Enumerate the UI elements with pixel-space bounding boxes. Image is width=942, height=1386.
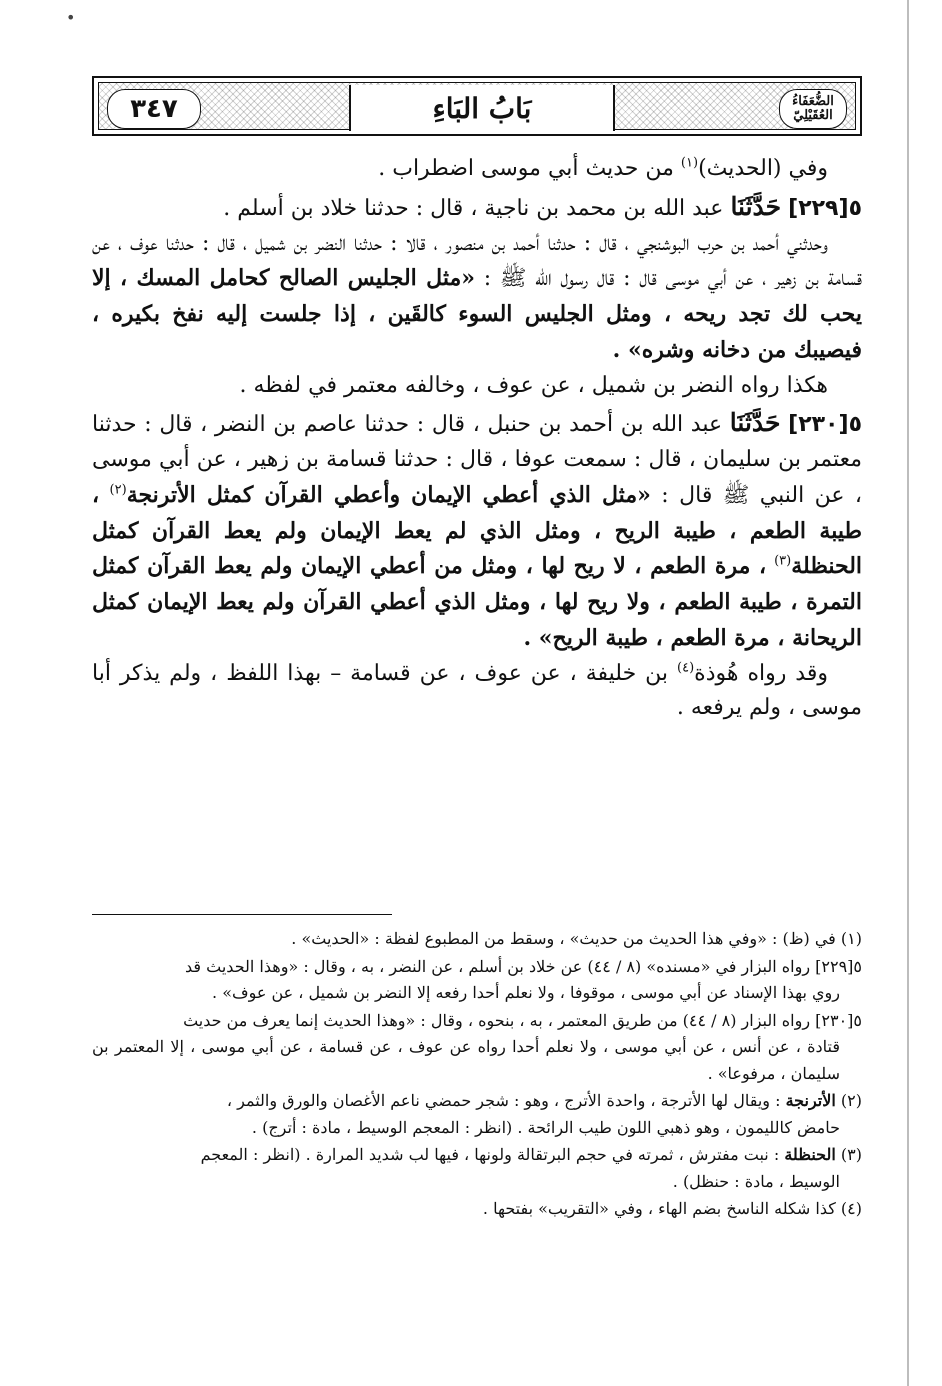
footnote-3-head: : نبت مفترش ، ثمرته في حجم البرتقالة ولونها ، فيها لب شديد المرارة . (انظر : المعجم	[200, 1145, 780, 1165]
p230-text: عبد الله بن أحمد بن حنبل ، قال : حدثنا عاصم بن النضر ، قال : حدثنا معتمر بن سليمان ، قال : سمعت عوفا ، قال : حدثنا قسامة بن زهير ، عن أبي موسى ، عن النبي ﷺ قال :	[92, 412, 863, 508]
page-edge-line	[907, 0, 909, 1386]
footnote-229-head: ٥[٢٢٩] رواه البزار في «مسنده» (٨ / ٤٤) عن خلاد بن أسلم ، عن النضر ، به ، وقال : «وهذا الحديث قد	[185, 956, 862, 976]
separator-line	[92, 914, 392, 915]
footnote-2-head: : ويقال لها الأترجة ، واحدة الأترج ، وهو : شجر حمضي ناعم الأغصان والورق والثمر ،	[226, 1091, 781, 1111]
footnote-3-word: الحنظلة	[784, 1145, 836, 1165]
p6-text-b: بن خليفة ، عن عوف ، عن قسامة – بهذا اللفظ ، ولم يذكر أبا موسى ، ولم يرفعه .	[92, 660, 862, 721]
p4-text: هكذا رواه النضر بن شميل ، عن عوف ، وخالفه معتمر في لفظه .	[239, 372, 828, 398]
paragraph-6	[92, 657, 862, 727]
haddathana-229: حَدَّثَنَا	[730, 191, 782, 221]
footnote-ref-2: (٢)	[109, 482, 127, 498]
p229-text: عبد الله بن محمد بن ناجية ، قال : حدثنا خلاد بن أسلم .	[223, 195, 724, 221]
footnotes	[92, 926, 862, 1224]
footnote-ref-1: (١)	[680, 155, 699, 171]
paragraph-1	[92, 152, 862, 187]
p1-text: وفي (الحديث)	[698, 156, 828, 181]
footnote-3-num: (٣)	[840, 1145, 862, 1165]
p230-hadith-a: «مثل الذي أعطي الإيمان وأعطي القرآن كمثل الأترنجة	[126, 481, 651, 508]
hadith-number-229: ٥[٢٢٩]	[788, 195, 862, 221]
ornamental-band	[98, 82, 856, 130]
footnote-230-cont: قتادة ، عن أنس ، عن أبي موسى ، ولا نعلم أحدا رواه عن عوف ، عن قسامة ، عن أبي موسى ، إلا المعتمر بن سليمان ، مرفوعا» .	[92, 1037, 841, 1083]
page-number: ٣٤٧	[130, 94, 178, 124]
haddathana-230: حَدَّثَنَا	[729, 408, 781, 438]
footnote-230-head: ٥[٢٣٠] رواه البزار (٨ / ٤٤) من طريق المعتمر ، به ، بنحوه ، وقال : «وهذا الحديث إنما يعرف من حديث	[183, 1010, 862, 1030]
footnote-3	[92, 1142, 862, 1195]
footnote-229	[92, 954, 862, 1007]
p3-text: وحدثني أحمد بن حرب البوشنجي ، قال : حدثنا أحمد بن منصور ، قالا : حدثنا النضر بن شميل ، قال : حدثنا عوف ، عن قسامة بن زهير ، عن أبي موسى قال : قال رسول الله ﷺ :	[92, 230, 863, 292]
logo-line-1: الضُّعَفَاءُ	[792, 94, 834, 110]
footnote-ref-3: (٣)	[774, 553, 792, 569]
footnote-2	[92, 1088, 862, 1141]
footnote-2-word: الأترنجة	[785, 1091, 836, 1111]
paragraph-chain-229	[92, 227, 862, 369]
footnote-230	[92, 1008, 862, 1088]
title-plate	[349, 85, 615, 131]
hadith-number-230: ٥[٢٣٠]	[788, 412, 862, 438]
p230-hadith-b: ، طيبة الطعم ، طيبة الريح ، ومثل الذي لم يعط الإيمان ولم يعط القرآن كمثل الحنظلة	[92, 481, 863, 580]
logo-line-2: العُقَيْلِيّ	[793, 108, 833, 123]
running-title: بَابُ البَاءِ	[432, 91, 532, 125]
book-logo	[779, 89, 847, 129]
footnote-4	[92, 1196, 862, 1223]
paragraph-229	[92, 187, 862, 227]
footnote-229-cont: روي بهذا الإسناد عن أبي موسى ، موقوفا ، ولا نعلم أحدا رفعه إلا النضر بن شميل ، عن عوف» .	[212, 983, 840, 1003]
footnote-ref-4: (٤)	[677, 660, 695, 676]
footnote-3-cont: الوسيط ، مادة : حنظل) .	[672, 1171, 840, 1191]
paragraph-4	[92, 369, 862, 404]
p1-rest: من حديث أبي موسى اضطراب .	[378, 156, 674, 181]
main-text	[92, 152, 862, 726]
footnote-1-text: (١) في (ظ) : «وفي هذا الحديث من حديث» ، وسقط من المطبوع لفظة : «الحديث» .	[291, 929, 862, 948]
footnote-2-cont: حامض كالليمون ، وهو ذهبي اللون طيب الرائحة . (انظر : المعجم الوسيط ، مادة : أترج) .	[251, 1117, 840, 1137]
p230-hadith-c: ، مرة الطعم ، لا ريح لها ، ومثل من أعطي الإيمان ولم يعط القرآن كمثل التمرة ، طيبة الطعم ، ولا ريح لها ، ومثل الذي أعطي القرآن ولم يعط الإيمان كمثل الريحانة ، مرة الطعم ، طيبة الريح» .	[92, 553, 862, 651]
p3-hadith: «مثل الجليس الصالح كحامل المسك ، إلا يحب لك تجد ريحه ، ومثل الجليس السوء كالقَين ، إذا جلست إليه نفخ بكيره ، فيصيبك من دخانه وشره» .	[92, 265, 862, 363]
footnote-1	[92, 926, 862, 953]
page-number-plate	[107, 89, 201, 129]
footnote-4-text: (٤) كذا شكله الناسخ بضم الهاء ، وفي «التقريب» بفتحها .	[482, 1199, 862, 1219]
margin-dot: •	[66, 8, 76, 27]
paragraph-230	[92, 403, 862, 656]
footnote-2-num: (٢)	[840, 1091, 862, 1111]
p6-text-a: وقد رواه هُوذة	[694, 660, 828, 686]
page-header	[92, 76, 862, 136]
